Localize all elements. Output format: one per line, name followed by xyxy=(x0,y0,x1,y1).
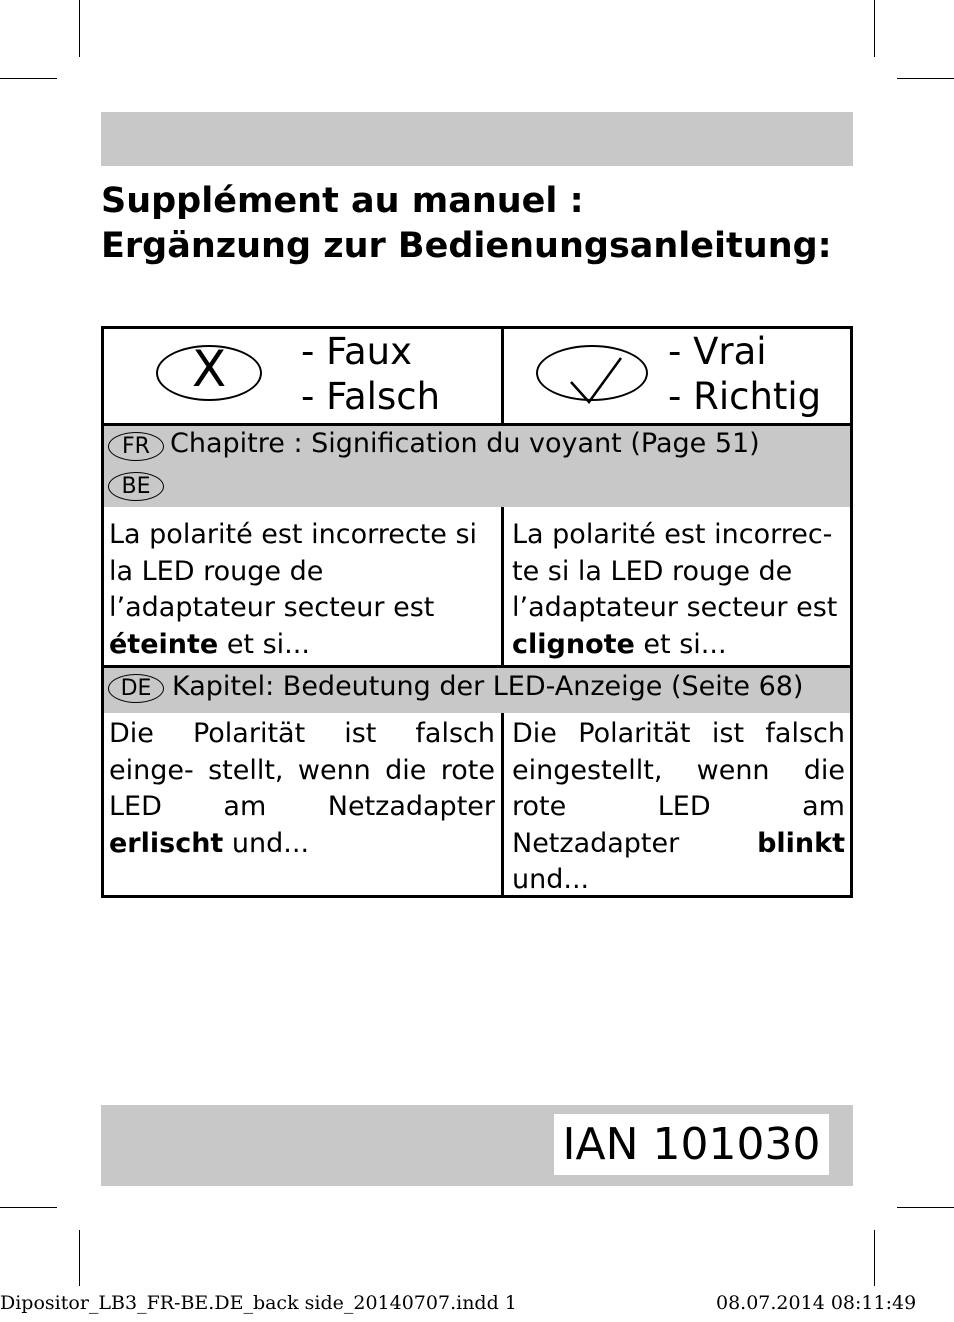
column-divider xyxy=(501,329,504,423)
crop-mark xyxy=(79,0,80,57)
fr-right-keyword: clignote xyxy=(512,628,635,660)
fr-wrong-keyword: éteinte xyxy=(109,628,219,660)
fr-wrong-tail: et si... xyxy=(218,628,310,660)
fr-right-tail: et si... xyxy=(634,628,727,660)
heading-fr: Supplément au manuel : xyxy=(101,181,584,221)
ian-number: IAN 101030 xyxy=(562,1119,821,1170)
column-divider xyxy=(501,713,504,895)
de-wrong-text: Die Polarität ist falsch einge- stellt, wenn die rote LED am Netzadapter xyxy=(109,718,495,822)
top-gray-band xyxy=(101,112,853,166)
footer-timestamp: 08.07.2014 08:11:49 xyxy=(716,1292,917,1314)
footer-filename: Dipositor_LB3_FR-BE.DE_back side_20140707.indd 1 xyxy=(0,1292,517,1314)
de-wrong-keyword: erlischt xyxy=(109,827,224,859)
legend-wrong-de: - Falsch xyxy=(301,375,441,418)
cross-symbol: X xyxy=(192,340,227,398)
de-right-cell xyxy=(512,716,845,899)
column-divider xyxy=(501,507,504,665)
crop-mark xyxy=(897,78,954,79)
row-divider xyxy=(104,665,850,668)
crop-mark xyxy=(0,1207,57,1208)
fr-right-cell xyxy=(512,517,847,663)
de-wrong-cell xyxy=(109,716,495,862)
de-right-tail: und... xyxy=(512,864,590,895)
crop-mark xyxy=(0,78,57,79)
de-right-text: Die Polarität ist falsch eingestellt, wenn die rote LED am Netzadapter xyxy=(512,718,845,859)
flag-be-badge: BE xyxy=(108,472,164,501)
info-table xyxy=(101,326,853,898)
flag-de-badge: DE xyxy=(108,674,164,703)
de-right-keyword: blinkt xyxy=(757,827,845,859)
flag-fr-badge: FR xyxy=(108,432,164,461)
fr-wrong-text: La polarité est incorrecte si la LED rouge de l’adaptateur secteur est xyxy=(109,519,478,623)
row-divider xyxy=(104,423,850,426)
fr-wrong-cell xyxy=(109,517,495,663)
crop-mark xyxy=(874,1230,875,1286)
de-wrong-tail: und... xyxy=(223,827,310,859)
crop-mark xyxy=(874,0,875,57)
cross-icon xyxy=(156,340,262,401)
section-de-heading: Kapitel: Bedeutung der LED-Anzeige (Seite 68) xyxy=(172,671,804,702)
legend-right-de: - Richtig xyxy=(668,375,822,418)
ian-box xyxy=(554,1114,829,1175)
legend-right-fr: - Vrai xyxy=(668,330,767,373)
checkmark-icon xyxy=(536,345,648,401)
section-fr-heading: Chapitre : Signification du voyant (Page 51) xyxy=(170,428,760,459)
checkmark-glyph xyxy=(535,342,647,402)
fr-right-text: La polarité est incorrec- te si la LED rouge de l’adaptateur secteur est xyxy=(512,519,838,623)
crop-mark xyxy=(897,1207,954,1208)
crop-mark xyxy=(79,1230,80,1286)
heading-de: Ergänzung zur Bedienungsanleitung: xyxy=(101,226,832,266)
legend-wrong-fr: - Faux xyxy=(301,330,413,373)
